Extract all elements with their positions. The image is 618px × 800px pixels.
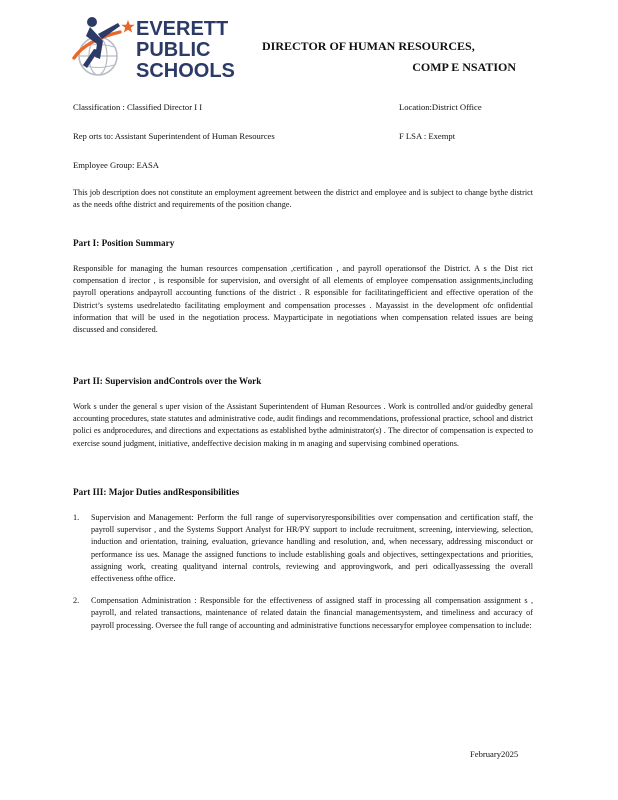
reports-to-value: Rep orts to: Assistant Superintendent of Human Resources <box>73 131 275 141</box>
duties-list <box>73 512 533 632</box>
classification-value: Classification : Classified Director I I <box>73 102 203 112</box>
duty-text: Supervision and Management: Perform the full range of supervisoryresponsibilities over compensation and certification staff, the payroll supervisor , and the Systems Support Analyst for HR/PY support to include recruitment, screening, interviewing, selection, induction and orientation, training, evaluation, grievance handling and resolution, and, when necessary, addressing misconduct or performance iss ues. Manage the assigned functions to include establishing goals and objectives, settingexpectations and priorities, assigning work, creating qualityand internal controls, reviewing and approvingwork, and peri odicallyassessing the overall effectiveness ofthe office. <box>91 513 533 584</box>
duty-text: Compensation Administration : Responsible for the effectiveness of assigned staff in processing all compensation assignment s , payroll, and related transactions, maintenance of related datain the financial managementsystem, and timeliness and accuracy of payroll processing. Oversee the full range of accounting and administrative functions necessaryfor employee compensation to include: <box>91 596 533 630</box>
duty-item <box>73 595 533 632</box>
part-1-text: Responsible for managing the human resources compensation ,certification , and payroll operationsof the District. A s the Dist rict compensation d irector , is responsible for supervision, and oversight of all elements of employee compensation assignments,including payroll operations andpayroll accounting functions of the district . R esponsible for facilitatingefficient and effective operation of the District’s systems usedrelatedto facilitating employment and compensation processes . Mayassist in the development ofc onfidential information that will be used in the negotiation process. Mayparticipate in negotiations when compensation related issues are being discussed and considered. <box>73 264 533 335</box>
location-value: Location:District Office <box>399 102 482 112</box>
flsa-value: F LSA : Exempt <box>399 131 456 141</box>
part-2-heading: Part II: Supervision andControls over the Work <box>73 376 262 386</box>
classification-row <box>73 102 482 113</box>
part-3-heading: Part III: Major Duties andResponsibilities <box>73 487 240 497</box>
employee-group-row <box>73 160 159 171</box>
duty-number: 2. <box>73 596 80 606</box>
logo-word-everett: EVERETT <box>136 18 229 40</box>
duty-number: 1. <box>73 513 80 522</box>
duty-item <box>73 512 533 585</box>
logo-word-schools: SCHOOLS <box>136 60 235 82</box>
part-2-text: Work s under the general s uper vision of the Assistant Superintendent of Human Resources . Work is controlled and/or guidedby general accounting procedures, state statutes and administrative code, audit findings and recommendations, professional practice, school and district polici es andprocedures, and directions and expectations as established bythe administrator(s) . The director of compensation is expected to exercise sound judgment, initiative, andeffective decision making in m anaging and supervising combined operations. <box>73 402 533 448</box>
title-line-1: DIRECTOR OF HUMAN RESOURCES, <box>262 39 475 53</box>
part-1-heading: Part I: Position Summary <box>73 238 175 248</box>
logo-word-public: PUBLIC <box>136 39 211 61</box>
district-logo <box>70 12 240 82</box>
page-title <box>262 36 524 78</box>
title-line-2: COMP E NSATION <box>412 60 516 74</box>
footer-date: February2025 <box>470 749 519 759</box>
reports-row <box>73 131 456 142</box>
figure-over-globe-icon <box>70 12 240 82</box>
employee-group-value: Employee Group: EASA <box>73 160 159 170</box>
intro-paragraph: This job description does not constitute an employment agreement between the district and employee and is subject to change bythe district as the needs ofthe district and requirements of the position change. <box>73 188 533 210</box>
